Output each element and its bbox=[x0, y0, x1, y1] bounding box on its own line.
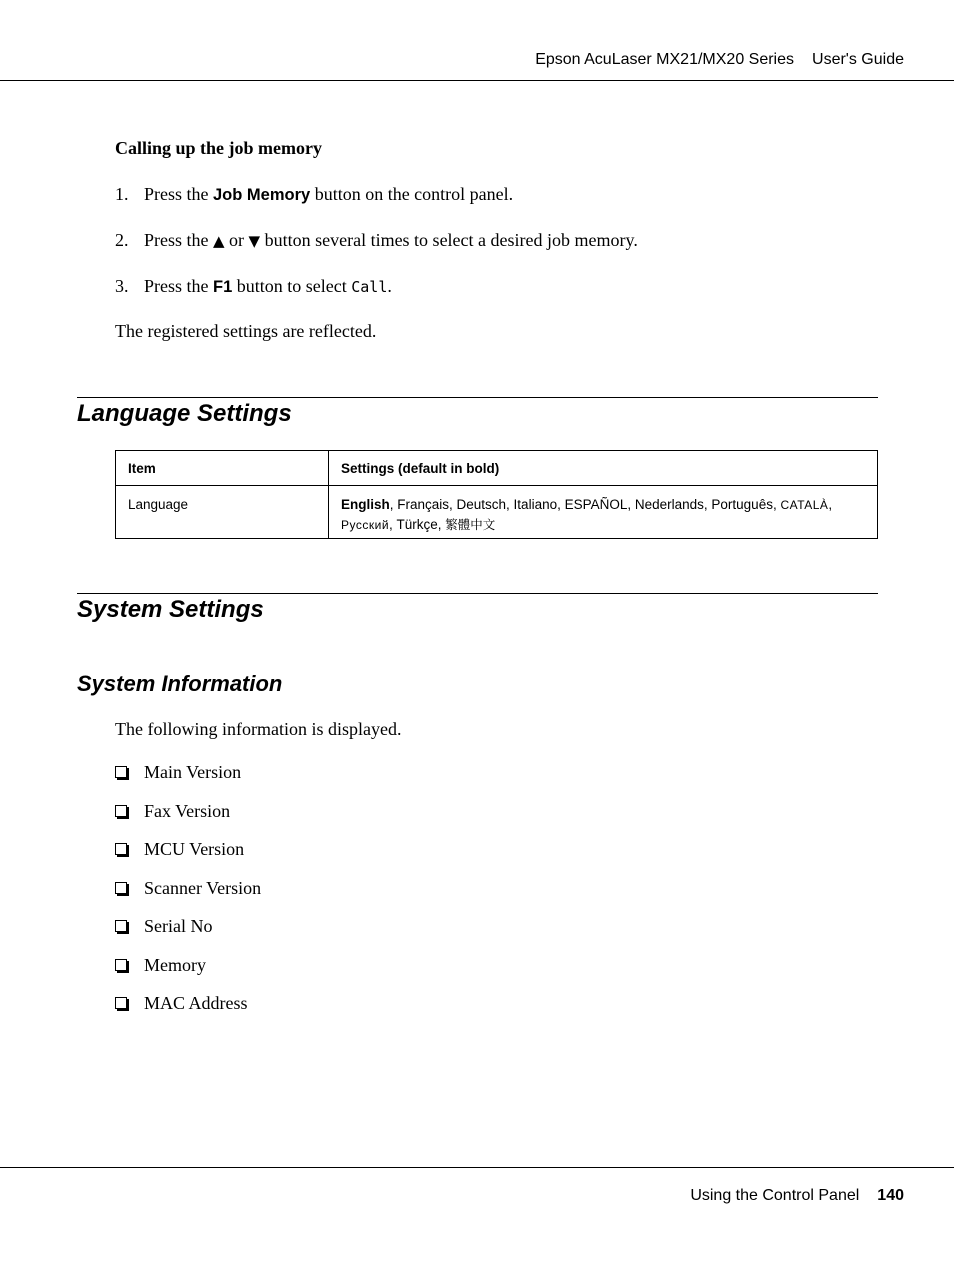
row-item-language: Language bbox=[116, 486, 329, 539]
step-text: . bbox=[387, 276, 392, 296]
checkbox-bullet-icon bbox=[115, 920, 127, 932]
page-footer bbox=[690, 1187, 904, 1205]
step-text: Press the bbox=[144, 276, 213, 296]
footer-rule bbox=[0, 1167, 954, 1168]
job-memory-button-label: Job Memory bbox=[213, 186, 311, 204]
system-settings-title: System Settings bbox=[77, 596, 264, 623]
separator: , bbox=[828, 497, 833, 512]
footer-section: Using the Control Panel bbox=[690, 1187, 860, 1204]
language-settings-title: Language Settings bbox=[77, 400, 292, 427]
step-text: or bbox=[224, 230, 249, 250]
language-russian: Русский bbox=[341, 518, 390, 532]
language-values bbox=[329, 486, 878, 539]
checkbox-bullet-icon bbox=[115, 843, 127, 855]
step-text: button several times to select a desired job memory. bbox=[260, 230, 638, 250]
step-1 bbox=[115, 184, 815, 208]
list-item-label: MCU Version bbox=[144, 839, 245, 859]
table-header-row bbox=[116, 451, 878, 486]
result-text: The registered settings are reflected. bbox=[115, 321, 377, 341]
checkbox-bullet-icon bbox=[115, 805, 127, 817]
up-arrow-icon: ▲ bbox=[213, 232, 225, 250]
step-number: 3. bbox=[115, 276, 129, 296]
section-rule bbox=[77, 397, 878, 398]
call-display-text: Call bbox=[351, 278, 388, 296]
system-information-intro: The following information is displayed. bbox=[115, 719, 402, 739]
step-number: 2. bbox=[115, 230, 129, 250]
step-text: Press the bbox=[144, 230, 213, 250]
list-item-label: Memory bbox=[144, 954, 206, 975]
header-product: Epson AcuLaser MX21/MX20 Series bbox=[535, 51, 795, 68]
language-settings-table bbox=[115, 450, 878, 539]
checkbox-bullet-icon bbox=[115, 882, 127, 894]
system-information-title: System Information bbox=[77, 671, 283, 696]
step-3 bbox=[115, 276, 815, 300]
step-text: button on the control panel. bbox=[310, 184, 514, 204]
list-item-label: Main Version bbox=[144, 762, 242, 782]
col-header-settings: Settings (default in bold) bbox=[329, 451, 878, 486]
down-arrow-icon: ▼ bbox=[248, 232, 261, 250]
step-number: 1. bbox=[115, 184, 129, 204]
checkbox-bullet-icon bbox=[115, 959, 127, 971]
step-text: button to select bbox=[232, 276, 352, 296]
language-list: , Türkçe, bbox=[389, 517, 446, 532]
list-item-label: Serial No bbox=[144, 916, 213, 936]
list-item-label: MAC Address bbox=[144, 993, 248, 1013]
col-header-item: Item bbox=[116, 451, 329, 486]
page-header bbox=[535, 51, 904, 69]
checkbox-bullet-icon bbox=[115, 997, 127, 1009]
checkbox-bullet-icon bbox=[115, 766, 127, 778]
section-rule bbox=[77, 593, 878, 594]
job-memory-heading: Calling up the job memory bbox=[115, 138, 322, 158]
table-row bbox=[116, 486, 878, 539]
page-number: 140 bbox=[877, 1187, 904, 1204]
step-2 bbox=[115, 230, 815, 254]
language-list: , Français, Deutsch, Italiano, ESPAÑOL, Nederlands, Português, bbox=[389, 497, 781, 512]
list-item-label: Scanner Version bbox=[144, 877, 262, 898]
language-catala: CATALÀ bbox=[780, 498, 829, 512]
language-chinese: 繁體中文 bbox=[445, 518, 496, 532]
list-item-label: Fax Version bbox=[144, 800, 231, 821]
header-guide: User's Guide bbox=[812, 51, 904, 68]
default-language: English bbox=[341, 497, 390, 512]
step-text: Press the bbox=[144, 184, 213, 204]
header-rule bbox=[0, 80, 954, 81]
f1-button-label: F1 bbox=[213, 278, 233, 296]
